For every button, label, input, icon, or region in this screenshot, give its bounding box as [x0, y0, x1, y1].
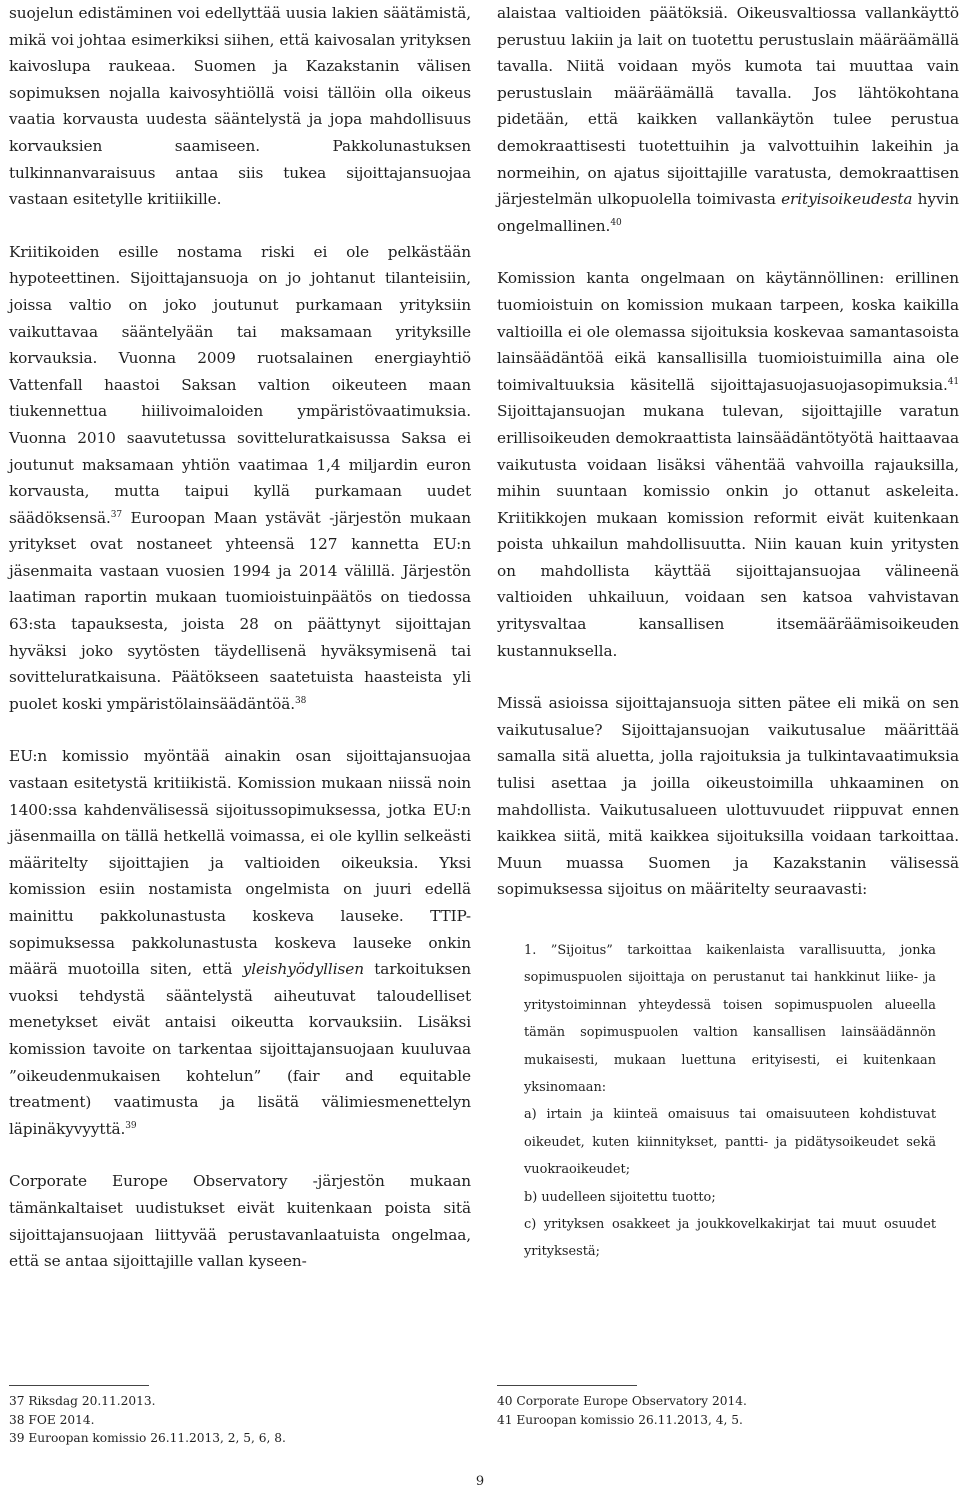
paragraph-eu-commission: EU:n komissio myöntää ainakin osan sijoittajansuojaa vastaan esitetystä kritiikistä. Komission mukaan niissä noin 1400:ssa kahdenvälisessä sijoitussopimuksessa, jotka EU:n jäsenmailla on tällä hetkellä voimassa, ei ole kyllin selkeästi määritelty sijoittajien ja valtioiden oikeuksia. Yksi komission esiin nostamista ongelmista on juuri edellä mainittu pakkolunastusta koskeva lauseke. TTIP-sopimuksessa pakkolunastusta koskeva lauseke onkin määrä muotoilla siten, että yleishyödyllisen tarkoituksen vuoksi tehdystä sääntelystä aiheutuvat taloudelliset menetykset eivät antaisi oikeutta korvauksiin. Lisäksi komission tavoite on tarkentaa sijoittajansuojaan kuuluvaa ”oikeudenmukaisen kohtelun” (fair and equitable treatment) vaatimusta ja lisätä välimiesmenettelyn läpinäkyvyyttä.$^{39}$ [9, 747, 471, 1138]
page-number: 9 [475, 1474, 485, 1489]
footnote-divider-right [497, 1385, 637, 1386]
footnote-41: 41 Euroopan komissio 26.11.2013, 4, 5. [497, 1412, 743, 1427]
footnote-ref-39[interactable]: 39 [125, 1120, 137, 1131]
footnote-38: 38 FOE 2014. [9, 1412, 95, 1427]
footnotes-left [9, 1392, 286, 1448]
italic-term: yleishyödyllisen [242, 960, 364, 979]
footnote-divider-left [9, 1385, 149, 1386]
left-column [9, 0, 471, 1275]
paragraph-expropriation-criticism: suojelun edistäminen voi edellyttää uusia lakien säätämistä, mikä voi johtaa esimerkiksi siihen, että kaivosalan yrityksen kaivoslupa raukeaa. Suomen ja Kazakstanin välisen sopimuksen nojalla kaivosyhtiöllä voisi tällöin olla oikeus vaatia korvausta uudesta sääntelystä ja jopa mahdollisuus korvauksien saamiseen. Pakkolunastuksen tulkinnanvaraisuus antaa siis tukea sijoittajansuojaa vastaan esitetylle kritiikille. [9, 4, 471, 209]
quote-item-c: c) yrityksen osakkeet ja joukkovelkakirjat tai muut osuudet yrityksestä; [524, 1217, 936, 1260]
quote-item-b: b) uudelleen sijoitettu tuotto; [524, 1189, 716, 1205]
footnote-37: 37 Riksdag 20.11.2013. [9, 1394, 156, 1408]
footnotes-right [497, 1392, 747, 1429]
paragraph-commission-position: Komission kanta ongelmaan on käytännöllinen: erillinen tuomioistuin on komission mukaan tarpeen, koska kaikilla valtioilla ei ole olemassa sijoituksia koskevaa samantasoista lainsäädäntöä eikä kansallisilla tuomioistuimilla aina ole toimivaltuuksia käsitellä sijoittajasuojasuojasopimuksia.$^{41}$ Sijoittajansuojan mukana tulevan, sijoittajille varatun erillisoikeuden demokraattista lainsäädäntötyötä haittaavaa vaikutusta voidaan lisäksi vähentää vahvoilla rajauksilla, mihin suuntaan komissio onkin jo ottanut askeleita. Kriitikkojen mukaan komission reformit eivät kuitenkaan poista uhkailun mahdollisuutta. Niin kauan kuin yritysten on mahdollista käyttää sijoittajansuojaa välineenä valtioiden uhkailuun, voidaan sen katsoa vahvistavan yritysvaltaa kansallisen itsemääräämisoikeuden kustannuksella. [497, 269, 959, 660]
footnote-ref-38[interactable]: 38 [294, 695, 307, 706]
footnote-39: 39 Euroopan komissio 26.11.2013, 2, 5, 6, 8. [9, 1431, 286, 1445]
paragraph-ceo-critique: Corporate Europe Observatory -järjestön mukaan tämänkaltaiset uudistukset eivät kuitenkaan poista sitä sijoittajansuojaan liittyvää perustavanlaatuista ongelmaa, että se antaa sijoittajille vallan kyseen- [9, 1172, 471, 1271]
footnote-ref-40[interactable]: 40 [610, 217, 622, 228]
quote-item-a: a) irtain ja kiinteä omaisuus tai omaisuuteen kohdistuvat oikeudet, kuten kiinnitykset, pantti- ja pidätysoikeudet sekä vuokraoikeudet; [524, 1107, 936, 1178]
quote-intro: 1. ”Sijoitus” tarkoittaa kaikenlaista varallisuutta, jonka sopimuspuolen sijoittaja on perustanut tai hankkinut liike- ja yritystoiminnan yhteydessä toisen sopimuspuolen alueella tämän sopimuspuolen valtion kansallisen lainsäädännön mukaisesti, mukaan luettuna erityisesti, ei kuitenkaan yksinomaan: [524, 943, 936, 1096]
paragraph-scope-of-protection: Missä asioissa sijoittajansuoja sitten pätee eli mikä on sen vaikutusalue? Sijoittajansuojan vaikutusalue määrittää samalla sitä aluetta, jolla rajoituksia ja tulkintavaatimuksia tulisi asettaa ja joilla oikeustoimilla uhkaaminen on mahdollista. Vaikutusalueen ulottuvuudet riippuvat ennen kaikkea siitä, mitä kaikkea sijoituksilla voidaan tarkoittaa. Muun muassa Suomen ja Kazakstanin välisessä sopimuksessa sijoitus on määritelty seuraavasti: [497, 694, 959, 899]
italic-term: erityisoikeudesta [781, 190, 913, 209]
right-column [497, 0, 959, 1266]
footnote-ref-37[interactable]: 37 [110, 509, 123, 520]
paragraph-vattenfall-case: Kriitikoiden esille nostama riski ei ole pelkästään hypoteettinen. Sijoittajansuoja on jo johtanut tilanteisiin, joissa valtio on joko joutunut purkamaan yrityksiin vaikuttavaa sääntelyään tai maksamaan yrityksille korvauksia. Vuonna 2009 ruotsalainen energiayhtiö Vattenfall haastoi Saksan valtion oikeuteen maan tiukennettua hiilivoimaloiden ympäristövaatimuksia. Vuonna 2010 saavutetussa sovitteluratkaisussa Saksa ei joutunut maksamaan yhtiön vaatimaa 1,4 miljardin euron korvausta, mutta taipui kyllä purkamaan uudet säädöksensä.$^{37}$ Euroopan Maan ystävät -järjestön mukaan yritykset ovat nostaneet yhteensä 127 kannetta EU:n jäsenmaita vastaan vuosien 1994 ja 2014 välillä. Järjestön laatiman raportin mukaan tuomioistuinpäätös on tiedossa 63:sta tapauksesta, joista 28 on päättynyt sijoittajan hyväksi joko syytösten täydellisenä hyväksymisenä tai sovitteluratkaisuna. Päätökseen saatetuista haasteista yli puolet koski ympäristölainsäädäntöä.$^{38}$ [9, 242, 471, 713]
paragraph-rule-of-law: alaistaa valtioiden päätöksiä. Oikeusvaltiossa vallankäyttö perustuu lakiin ja lait on tuotettu perustuslain määräämällä tavalla. Niitä voidaan myös kumota tai muuttaa vain perustuslain määräämällä tavalla. Jos lähtökohtana pidetään, että kaikken vallankäytön tulee perustua demokraattisesti tuotettuihin ja valvottuihin lakeihin ja normeihin, on ajatus sijoittajille varatusta, demokraattisen järjestelmän ulkopuolella toimivasta erityisoikeudesta hyvin ongelmallinen.$^{40}$ [497, 4, 959, 235]
footnote-40: 40 Corporate Europe Observatory 2014. [497, 1394, 747, 1408]
treaty-quote [524, 937, 936, 1266]
footnote-ref-41[interactable]: 41 [947, 376, 959, 387]
